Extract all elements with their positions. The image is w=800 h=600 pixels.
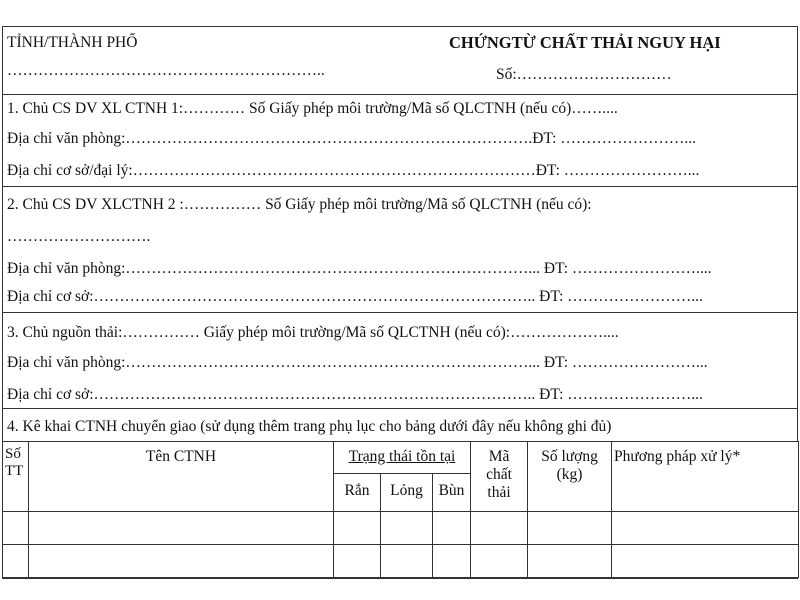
col-header-liquid: Lỏng <box>381 474 433 512</box>
col-header-sludge: Bùn <box>433 474 471 512</box>
table-cell[interactable] <box>612 512 799 545</box>
table-cell[interactable] <box>3 512 29 545</box>
table-bottom-border <box>2 578 798 579</box>
col-header-state <box>334 442 471 474</box>
col-header-waste-name: Tên CTNH <box>29 442 334 512</box>
hazardous-waste-form <box>2 0 798 600</box>
table-cell[interactable] <box>334 512 381 545</box>
treatment-owner-1-facility-address[interactable]: Địa chỉ cơ sở/đại lý:……………………………………………………………………ĐT: ……………………... <box>7 162 700 179</box>
treatment-owner-2-facility-address[interactable]: Địa chỉ cơ sở:………………………………………………………………………….. ĐT: ……………………... <box>7 288 703 305</box>
table-cell[interactable] <box>471 545 528 578</box>
treatment-owner-2-office-address[interactable]: Địa chỉ văn phòng:……………………………………………………………………... ĐT: …………………….... <box>7 260 712 277</box>
province-label: TỈNH/THÀNH PHỐ <box>7 34 138 51</box>
col-header-state-label: Trạng thái tồn tại <box>348 448 456 465</box>
waste-source-facility-address[interactable]: Địa chỉ cơ sở:………………………………………………………………………….. ĐT: ……………………... <box>7 386 703 403</box>
table-cell[interactable] <box>612 545 799 578</box>
col-header-waste-code: Mã chất thải <box>471 442 528 512</box>
col-header-quantity: Số lượng (kg) <box>528 442 612 512</box>
waste-table <box>2 441 799 578</box>
waste-declaration-heading: 4. Kê khai CTNH chuyển giao (sử dụng thêm trang phụ lục cho bảng dưới đây nếu không ghi đủ) <box>7 418 612 435</box>
table-cell[interactable] <box>528 545 612 578</box>
col-header-solid: Rắn <box>334 474 381 512</box>
table-row <box>3 545 799 578</box>
table-cell[interactable] <box>29 512 334 545</box>
table-cell[interactable] <box>471 512 528 545</box>
col-header-stt: Số TT <box>3 442 29 512</box>
table-row <box>3 512 799 545</box>
waste-source-office-address[interactable]: Địa chỉ văn phòng:……………………………………………………………………... ĐT: ……………………... <box>7 354 708 371</box>
document-number-field[interactable]: Số:………………………… <box>496 66 672 83</box>
table-cell[interactable] <box>381 512 433 545</box>
table-cell[interactable] <box>433 545 471 578</box>
section-treatment-owner-2 <box>2 186 798 312</box>
table-cell[interactable] <box>528 512 612 545</box>
table-cell[interactable] <box>29 545 334 578</box>
form-header <box>2 26 798 94</box>
table-cell[interactable] <box>3 545 29 578</box>
table-cell[interactable] <box>334 545 381 578</box>
table-cell[interactable] <box>381 545 433 578</box>
table-cell[interactable] <box>433 512 471 545</box>
section-waste-declaration <box>2 408 798 442</box>
waste-source-owner-line[interactable]: 3. Chủ nguồn thải:…………… Giấy phép môi trường/Mã số QLCTNH (nếu có):……………….... <box>7 324 619 341</box>
treatment-owner-1-office-address[interactable]: Địa chỉ văn phòng:…………………………………………………………………….ĐT: ……………………... <box>7 130 696 147</box>
treatment-owner-2-line[interactable]: 2. Chủ CS DV XLCTNH 2 :…………… Số Giấy phép môi trường/Mã số QLCTNH (nếu có): <box>7 196 592 213</box>
document-title: CHỨNGTỪ CHẤT THẢI NGUY HẠI <box>449 33 721 52</box>
section-treatment-owner-1 <box>2 94 798 186</box>
section-waste-source-owner <box>2 312 798 408</box>
province-field[interactable]: …………………………………………………….. <box>7 62 325 79</box>
treatment-owner-2-dots[interactable]: ………………………. <box>7 228 151 245</box>
treatment-owner-1-line[interactable]: 1. Chủ CS DV XL CTNH 1:………… Số Giấy phép môi trường/Mã số QLCTNH (nếu có)…….... <box>7 100 618 117</box>
col-header-treatment-method: Phương pháp xử lý* <box>612 442 799 512</box>
